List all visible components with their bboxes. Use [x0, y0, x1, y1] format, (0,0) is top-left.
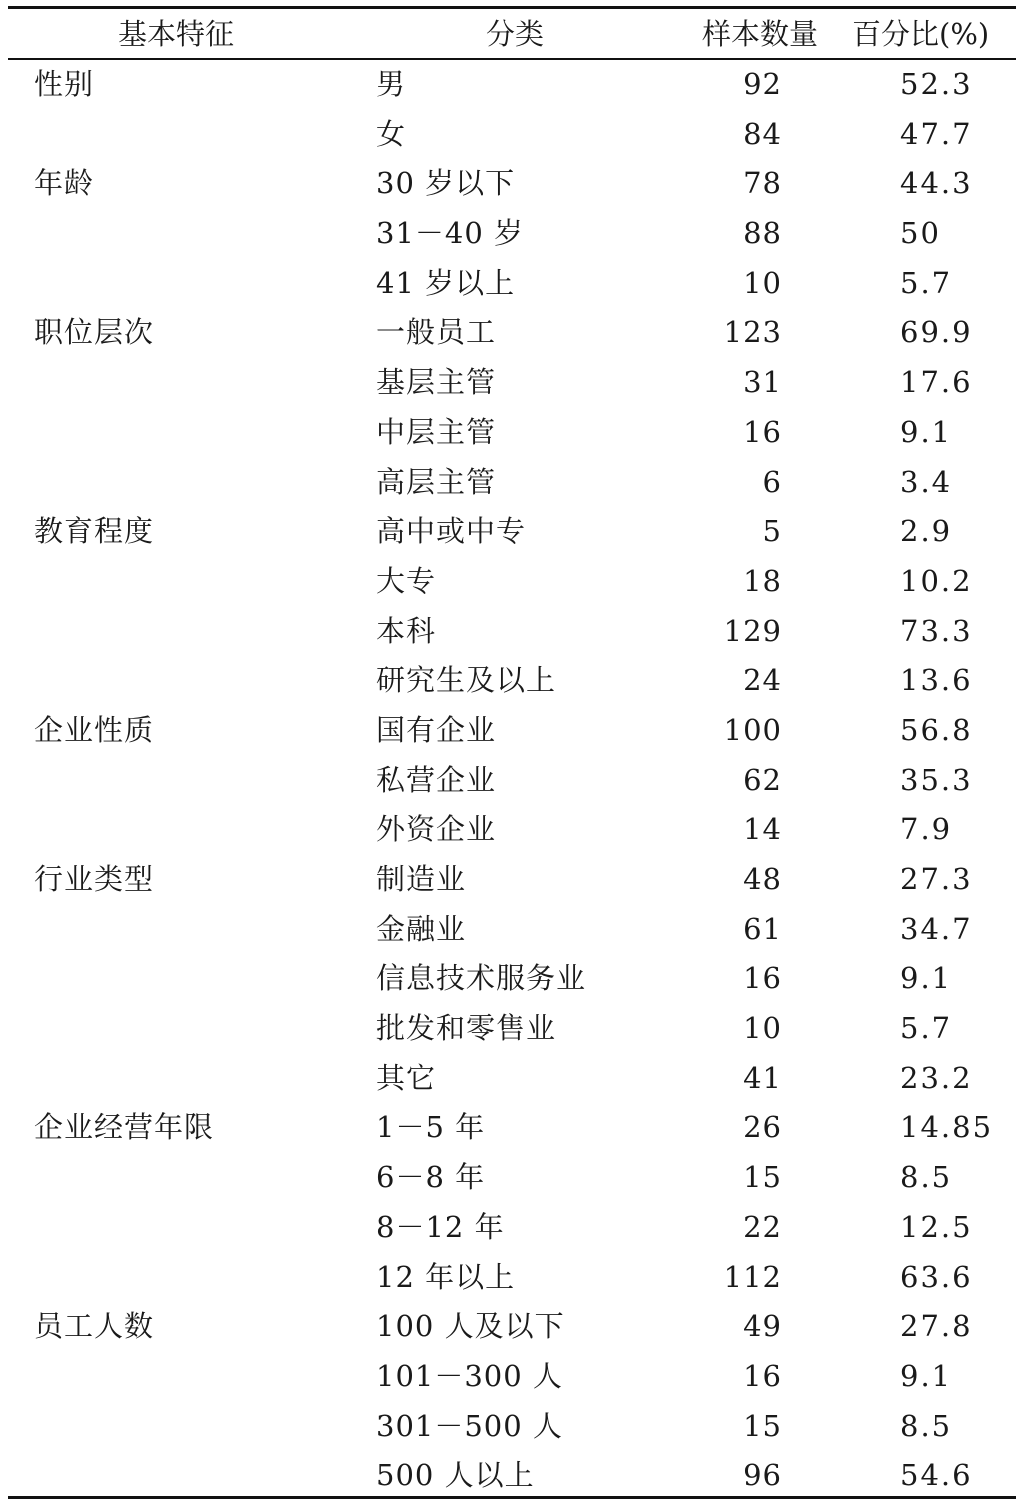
cell-category: 批发和零售业	[376, 1011, 557, 1046]
table-row	[0, 656, 1024, 706]
table-row	[0, 706, 1024, 756]
cell-characteristic: 行业类型	[34, 862, 155, 896]
cell-characteristic: 员工人数	[34, 1309, 155, 1344]
cell-sample-count: 123	[723, 315, 782, 350]
cell-percentage: 73.3	[900, 613, 973, 648]
cell-category: 101－300 人	[376, 1358, 563, 1393]
cell-percentage: 2.9	[900, 514, 953, 549]
cell-category: 中层主管	[376, 414, 497, 449]
cell-sample-count: 112	[723, 1259, 782, 1294]
cell-sample-count: 15	[743, 1408, 782, 1443]
table-row	[0, 954, 1024, 1004]
top-rule	[8, 6, 1016, 9]
cell-percentage: 52.3	[900, 67, 973, 101]
table-row	[0, 607, 1024, 657]
cell-characteristic: 教育程度	[34, 514, 155, 549]
cell-category: 制造业	[376, 862, 467, 896]
table-row	[0, 358, 1024, 408]
table-row	[0, 60, 1024, 110]
cell-sample-count: 10	[743, 265, 782, 300]
cell-category: 男	[376, 67, 407, 101]
table-row	[0, 557, 1024, 607]
cell-sample-count: 10	[743, 1011, 782, 1046]
table-row	[0, 1302, 1024, 1352]
cell-percentage: 10.2	[900, 563, 973, 598]
cell-category: 一般员工	[376, 315, 497, 350]
cell-characteristic: 职位层次	[34, 315, 155, 350]
cell-category: 6－8 年	[376, 1160, 486, 1195]
cell-category: 基层主管	[376, 365, 497, 400]
cell-percentage: 13.6	[900, 663, 973, 698]
cell-sample-count: 6	[762, 464, 782, 499]
cell-percentage: 47.7	[900, 116, 973, 151]
cell-percentage: 35.3	[900, 762, 973, 797]
cell-sample-count: 88	[743, 216, 782, 251]
table-row	[0, 1402, 1024, 1452]
header-percentage: 百分比(%)	[852, 17, 990, 51]
cell-category: 30 岁以下	[376, 166, 516, 201]
table-row	[0, 1004, 1024, 1054]
cell-sample-count: 100	[723, 712, 782, 747]
table-row	[0, 805, 1024, 855]
table-row	[0, 408, 1024, 458]
cell-sample-count: 129	[723, 613, 782, 648]
table-row	[0, 905, 1024, 955]
cell-category: 12 年以上	[376, 1259, 516, 1294]
table-row	[0, 308, 1024, 358]
cell-percentage: 69.9	[900, 315, 973, 350]
cell-category: 私营企业	[376, 762, 497, 797]
cell-percentage: 34.7	[900, 911, 973, 946]
cell-sample-count: 18	[743, 563, 782, 598]
cell-category: 本科	[376, 613, 437, 648]
table-row	[0, 1451, 1024, 1501]
cell-sample-count: 48	[743, 862, 782, 896]
cell-category: 高中或中专	[376, 514, 527, 549]
cell-percentage: 9.1	[900, 414, 953, 449]
cell-percentage: 63.6	[900, 1259, 973, 1294]
table-row	[0, 1352, 1024, 1402]
cell-category: 信息技术服务业	[376, 961, 587, 996]
cell-category: 31－40 岁	[376, 216, 525, 251]
cell-sample-count: 16	[743, 961, 782, 996]
table-row	[0, 159, 1024, 209]
cell-percentage: 44.3	[900, 166, 973, 201]
cell-percentage: 3.4	[900, 464, 953, 499]
cell-sample-count: 26	[743, 1110, 782, 1145]
table-row	[0, 756, 1024, 806]
cell-category: 其它	[376, 1060, 437, 1095]
cell-category: 外资企业	[376, 812, 497, 847]
table-row	[0, 259, 1024, 309]
cell-sample-count: 92	[743, 67, 782, 101]
cell-percentage: 5.7	[900, 265, 953, 300]
cell-category: 301－500 人	[376, 1408, 563, 1443]
table-row	[0, 1153, 1024, 1203]
cell-sample-count: 24	[743, 663, 782, 698]
cell-sample-count: 14	[743, 812, 782, 847]
header-category: 分类	[486, 17, 545, 51]
cell-category: 1－5 年	[376, 1110, 486, 1145]
cell-percentage: 8.5	[900, 1160, 953, 1195]
cell-percentage: 8.5	[900, 1408, 953, 1443]
cell-category: 高层主管	[376, 464, 497, 499]
cell-sample-count: 61	[743, 911, 782, 946]
cell-category: 研究生及以上	[376, 663, 557, 698]
table-body	[0, 60, 1024, 1501]
cell-characteristic: 企业经营年限	[34, 1110, 215, 1145]
cell-percentage: 9.1	[900, 961, 953, 996]
table-row	[0, 110, 1024, 160]
cell-sample-count: 16	[743, 1358, 782, 1393]
cell-percentage: 56.8	[900, 712, 973, 747]
table-row	[0, 1054, 1024, 1104]
cell-category: 金融业	[376, 911, 467, 946]
cell-category: 女	[376, 116, 407, 151]
cell-percentage: 23.2	[900, 1060, 973, 1095]
cell-sample-count: 84	[743, 116, 782, 151]
header-characteristic: 基本特征	[118, 17, 235, 51]
cell-characteristic: 性别	[34, 67, 95, 101]
bottom-rule	[8, 1496, 1016, 1499]
cell-percentage: 54.6	[900, 1458, 973, 1493]
cell-category: 8－12 年	[376, 1209, 505, 1244]
cell-percentage: 9.1	[900, 1358, 953, 1393]
header-sample-count: 样本数量	[702, 17, 819, 51]
cell-percentage: 17.6	[900, 365, 973, 400]
cell-sample-count: 5	[762, 514, 782, 549]
cell-sample-count: 15	[743, 1160, 782, 1195]
cell-category: 41 岁以上	[376, 265, 516, 300]
cell-characteristic: 年龄	[34, 166, 95, 201]
cell-category: 100 人及以下	[376, 1309, 565, 1344]
cell-percentage: 27.3	[900, 862, 973, 896]
table-row	[0, 1253, 1024, 1303]
cell-percentage: 5.7	[900, 1011, 953, 1046]
cell-percentage: 27.8	[900, 1309, 973, 1344]
cell-percentage: 7.9	[900, 812, 953, 847]
cell-sample-count: 31	[743, 365, 782, 400]
cell-percentage: 50	[900, 216, 941, 251]
cell-sample-count: 16	[743, 414, 782, 449]
cell-characteristic: 企业性质	[34, 712, 155, 747]
cell-percentage: 14.85	[900, 1110, 994, 1145]
table-row	[0, 209, 1024, 259]
table-row	[0, 507, 1024, 557]
table-row	[0, 1103, 1024, 1153]
cell-sample-count: 62	[743, 762, 782, 797]
cell-sample-count: 22	[743, 1209, 782, 1244]
table-row	[0, 458, 1024, 508]
cell-sample-count: 41	[743, 1060, 782, 1095]
table-row	[0, 1203, 1024, 1253]
table-row	[0, 855, 1024, 905]
cell-category: 500 人以上	[376, 1458, 535, 1493]
cell-sample-count: 78	[743, 166, 782, 201]
cell-sample-count: 96	[743, 1458, 782, 1493]
cell-category: 大专	[376, 563, 437, 598]
cell-sample-count: 49	[743, 1309, 782, 1344]
cell-category: 国有企业	[376, 712, 497, 747]
cell-percentage: 12.5	[900, 1209, 973, 1244]
